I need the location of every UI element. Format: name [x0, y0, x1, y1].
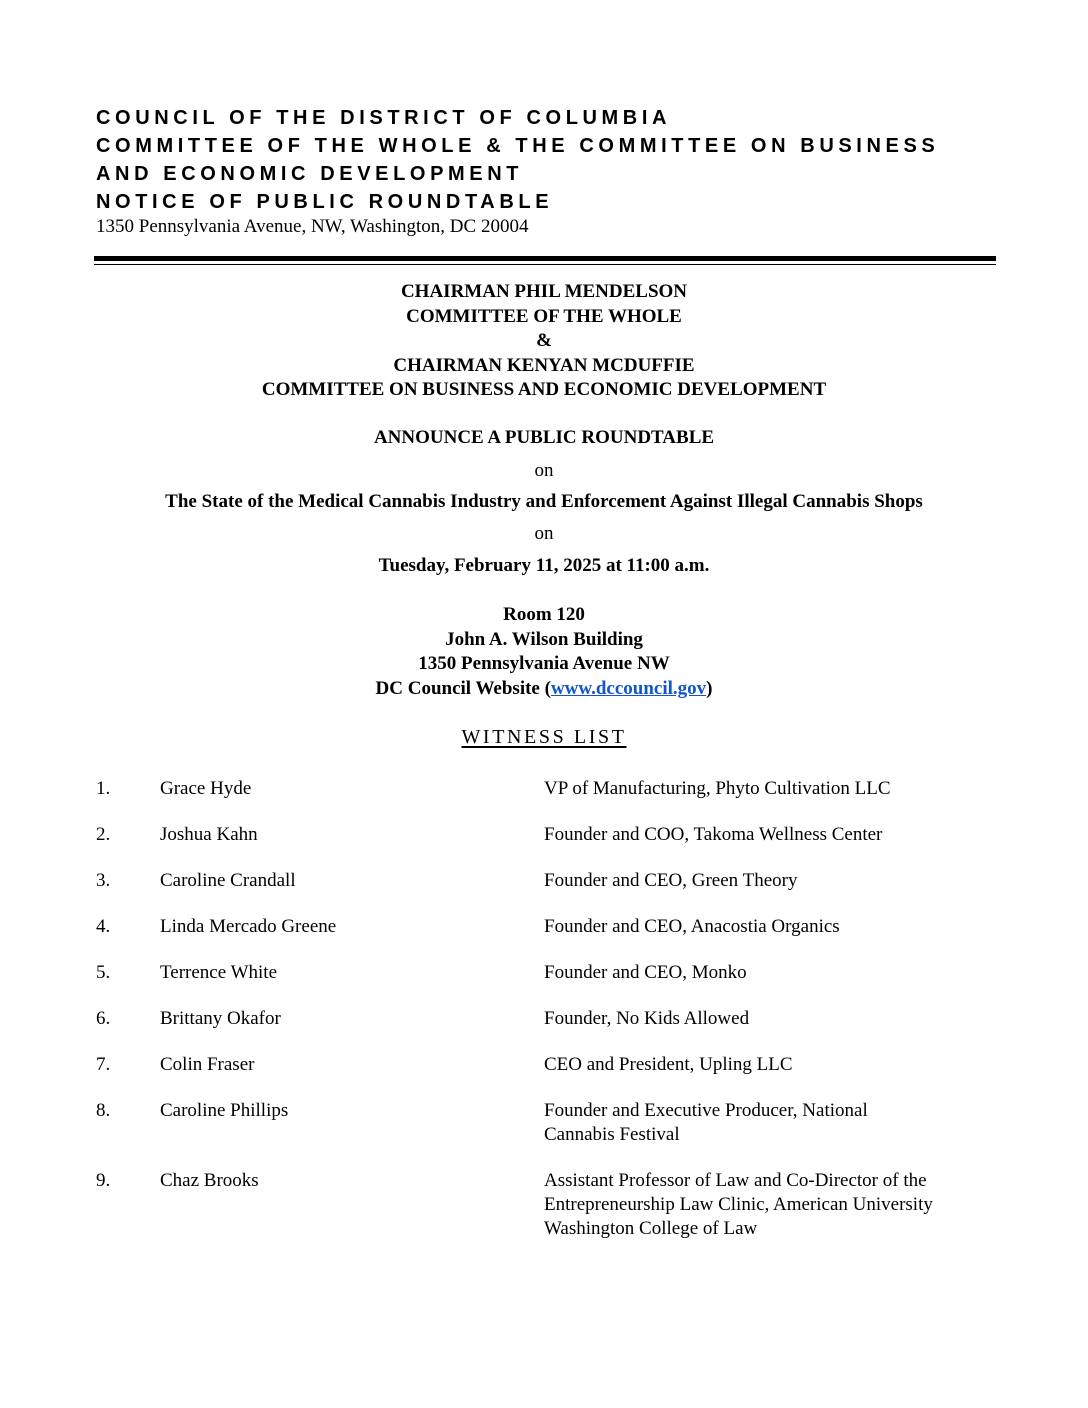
witness-name: Linda Mercado Greene: [160, 916, 337, 937]
witness-affiliation: Founder and CEO, Monko: [544, 962, 747, 983]
witness-number: 5.: [96, 962, 111, 983]
witness-row: [0, 1007, 1088, 1031]
witness-name: Caroline Crandall: [160, 870, 296, 891]
committee-line-1: COMMITTEE OF THE WHOLE & THE COMMITTEE ON BUSINESS: [96, 135, 940, 157]
notice-title: NOTICE OF PUBLIC ROUNDTABLE: [96, 191, 554, 213]
header-divider-thick: [94, 256, 996, 261]
witness-number: 8.: [96, 1100, 111, 1121]
witness-number: 9.: [96, 1170, 111, 1191]
venue-building: John A. Wilson Building: [445, 628, 643, 650]
witness-name: Brittany Okafor: [160, 1008, 281, 1029]
witness-list-heading: [0, 725, 1088, 749]
council-name: COUNCIL OF THE DISTRICT OF COLUMBIA: [96, 107, 672, 129]
witness-list: [0, 777, 1088, 1263]
witness-row: [0, 777, 1088, 801]
witness-affiliation: Assistant Professor of Law and Co-Director of the Entrepreneurship Law Clinic, American University Washington College of Law: [544, 1170, 933, 1239]
website-link[interactable]: www.dccouncil.gov: [550, 677, 707, 699]
witness-number: 1.: [96, 778, 111, 799]
header-divider-thin: [94, 264, 996, 265]
committee-2: COMMITTEE ON BUSINESS AND ECONOMIC DEVELOPMENT: [261, 379, 827, 400]
venue-street: 1350 Pennsylvania Avenue NW: [418, 653, 670, 674]
witness-name: Joshua Kahn: [160, 824, 258, 845]
witness-row: [0, 869, 1088, 893]
website-prefix: DC Council Website (: [375, 677, 551, 699]
committee-line-2: AND ECONOMIC DEVELOPMENT: [96, 163, 524, 185]
roundtable-date: Tuesday, February 11, 2025 at 11:00 a.m.: [378, 555, 710, 576]
roundtable-topic: The State of the Medical Cannabis Industry and Enforcement Against Illegal Cannabis Shops: [165, 491, 923, 512]
witness-name: Caroline Phillips: [160, 1100, 289, 1121]
witness-row: [0, 961, 1088, 985]
website-suffix: ): [706, 677, 713, 699]
letterhead: [96, 104, 996, 238]
witness-number: 3.: [96, 870, 111, 891]
witness-row: [0, 915, 1088, 939]
venue-room: Room 120: [503, 604, 585, 625]
chair-2: CHAIRMAN KENYAN MCDUFFIE: [393, 354, 695, 376]
witness-number: 6.: [96, 1008, 111, 1029]
venue-website: [0, 677, 1088, 702]
committee-1: COMMITTEE OF THE WHOLE: [406, 305, 682, 327]
witness-affiliation: Founder and COO, Takoma Wellness Center: [544, 824, 883, 845]
announcement-title: ANNOUNCE A PUBLIC ROUNDTABLE: [373, 427, 715, 448]
witness-list-title: WITNESS LIST: [461, 726, 627, 748]
venue-block: [0, 603, 1088, 701]
witness-row: [0, 1053, 1088, 1077]
witness-affiliation: VP of Manufacturing, Phyto Cultivation LLC: [544, 778, 891, 799]
witness-number: 2.: [96, 824, 111, 845]
witness-number: 7.: [96, 1054, 111, 1075]
witness-affiliation: Founder and CEO, Anacostia Organics: [544, 916, 840, 937]
on-text-1: on: [534, 460, 554, 481]
witness-row: [0, 1099, 1088, 1147]
witness-affiliation: Founder and Executive Producer, National Cannabis Festival: [544, 1100, 868, 1145]
council-address: 1350 Pennsylvania Avenue, NW, Washington, DC 20004: [96, 216, 529, 237]
on-text-2: on: [534, 523, 554, 544]
chair-1: CHAIRMAN PHIL MENDELSON: [400, 281, 688, 302]
witness-name: Grace Hyde: [160, 778, 252, 799]
witness-affiliation: CEO and President, Upling LLC: [544, 1054, 793, 1075]
witness-number: 4.: [96, 916, 111, 937]
witness-affiliation: Founder and CEO, Green Theory: [544, 870, 798, 891]
chairs-block: [0, 280, 1088, 403]
witness-name: Chaz Brooks: [160, 1170, 259, 1191]
witness-name: Terrence White: [160, 962, 277, 983]
witness-name: Colin Fraser: [160, 1054, 255, 1075]
ampersand: &: [536, 330, 552, 351]
witness-affiliation: Founder, No Kids Allowed: [544, 1008, 750, 1029]
witness-row: [0, 823, 1088, 847]
witness-row: [0, 1169, 1088, 1241]
